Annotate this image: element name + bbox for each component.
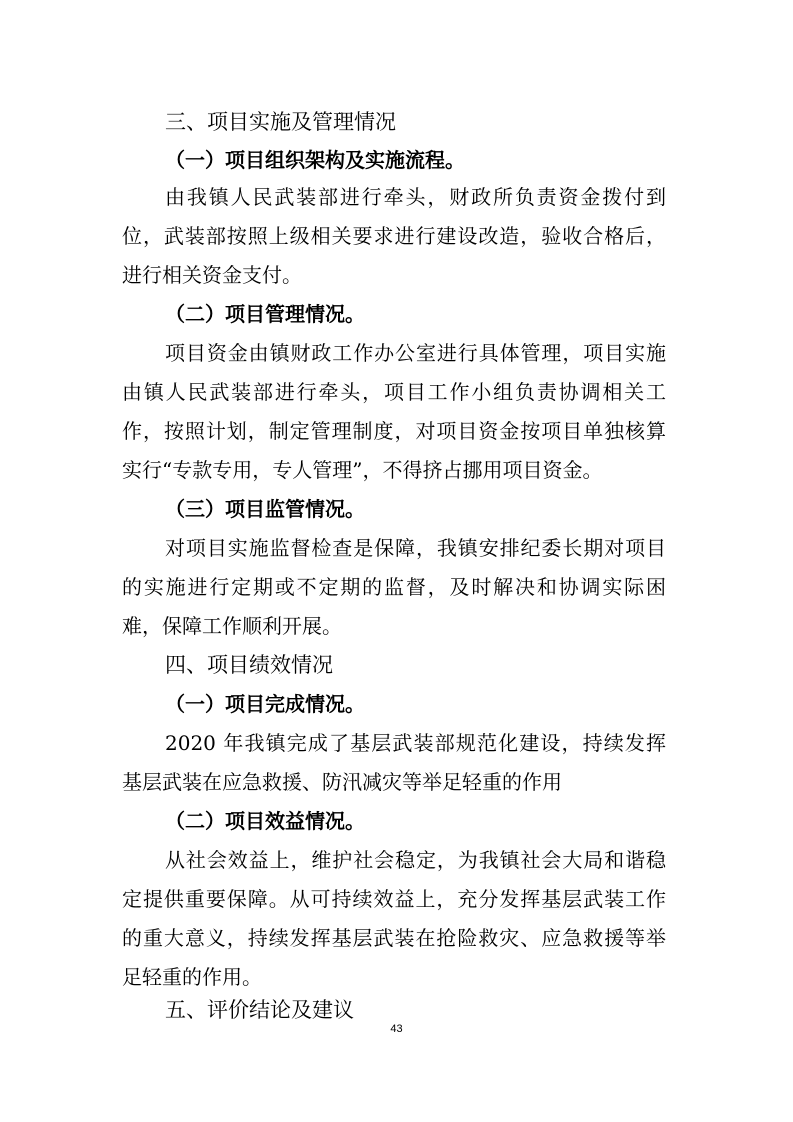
paragraph-line: 实行“专款专用，专人管理”，不得挤占挪用项目资金。: [122, 458, 603, 482]
page-number: 43: [390, 1023, 403, 1035]
paragraph-line: 对项目实施监督检查是保障，我镇安排纪委长期对项目: [165, 536, 666, 560]
paragraph-line: 难，保障工作顺利开展。: [122, 614, 342, 638]
paragraph-line: 进行相关资金支付。: [122, 263, 302, 287]
subsection-heading-4-2: （二）项目效益情况。: [165, 809, 365, 833]
paragraph-line: 定提供重要保障。从可持续效益上，充分发挥基层武装工作: [122, 887, 666, 911]
subsection-heading-4-1: （一）项目完成情况。: [165, 692, 365, 716]
paragraph-line: 的实施进行定期或不定期的监督，及时解决和协调实际困: [122, 575, 666, 599]
paragraph-line: 作，按照计划，制定管理制度，对项目资金按项目单独核算: [122, 419, 666, 443]
subsection-heading-3-3: （三）项目监管情况。: [165, 497, 365, 521]
section-heading-4: 四、项目绩效情况: [165, 653, 333, 677]
paragraph-line: 位，武装部按照上级相关要求进行建设改造，验收合格后，: [122, 224, 666, 248]
paragraph-line: 由镇人民武装部进行牵头，项目工作小组负责协调相关工: [122, 380, 666, 404]
paragraph-line: 项目资金由镇财政工作办公室进行具体管理，项目实施: [165, 341, 666, 365]
paragraph-line: 的重大意义，持续发挥基层武装在抢险救灾、应急救援等举: [122, 926, 666, 950]
section-heading-5: 五、评价结论及建议: [165, 998, 354, 1022]
section-heading-3: 三、项目实施及管理情况: [165, 110, 396, 134]
paragraph-line: 基层武装在应急救援、防汛减灾等举足轻重的作用: [122, 770, 562, 794]
subsection-heading-3-1: （一）项目组织架构及实施流程。: [165, 148, 465, 172]
paragraph-line: 2020 年我镇完成了基层武装部规范化建设，持续发挥: [165, 731, 666, 755]
paragraph-line: 由我镇人民武装部进行牵头，财政所负责资金拨付到: [165, 185, 666, 209]
paragraph-line: 足轻重的作用。: [122, 965, 262, 989]
subsection-heading-3-2: （二）项目管理情况。: [165, 302, 365, 326]
paragraph-line: 从社会效益上，维护社会稳定，为我镇社会大局和谐稳: [165, 848, 666, 872]
